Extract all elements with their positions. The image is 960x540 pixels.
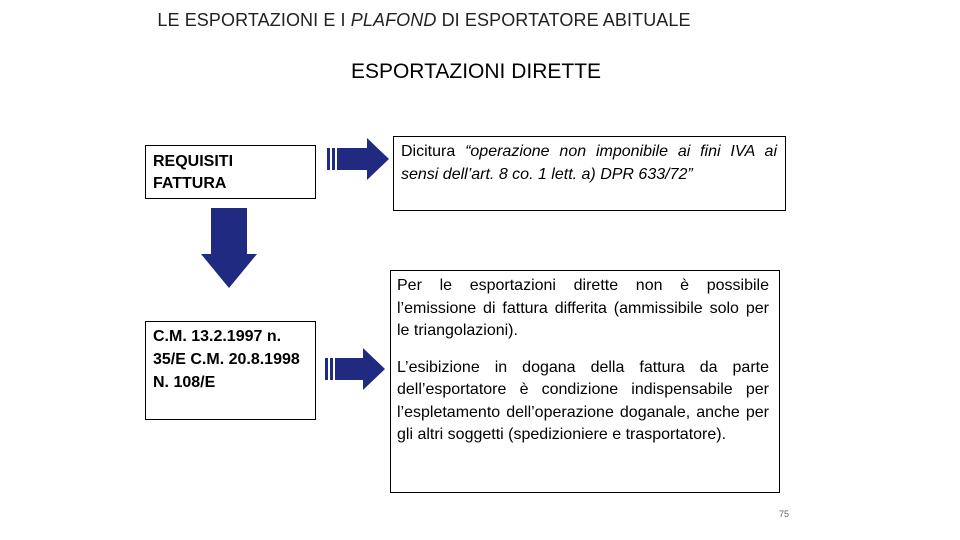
dicitura-box [393, 136, 786, 211]
requisiti-line-2: FATTURA [153, 175, 227, 192]
requisiti-fattura-box [145, 145, 316, 199]
circolari-text: C.M. 13.2.1997 n. 35/E C.M. 20.8.1998 N. 108/E [153, 328, 300, 391]
slide-title [0, 10, 848, 31]
arrow-right-icon [327, 138, 389, 180]
arrow-right-icon [325, 348, 385, 390]
title-part-3: DI ESPORTATORE ABITUALE [436, 10, 691, 30]
requisiti-line-1: REQUISITI [153, 153, 234, 170]
title-part-2: PLAFOND [350, 10, 437, 30]
page-number: 75 [778, 509, 789, 519]
esportazioni-paragraph-2: L’esibizione in dogana della fattura da parte dell’esportatore è condizione indispensabile per l’espletamento dell’operazione doganale, anche per gli altri soggetti (spedizioniere e trasportatore). [397, 358, 769, 443]
slide-subtitle: ESPORTAZIONI DIRETTE [350, 60, 602, 83]
esportazioni-box [390, 270, 780, 493]
dicitura-text [401, 140, 777, 186]
arrow-down-icon [201, 208, 257, 288]
esportazioni-paragraph-1: Per le esportazioni dirette non è possibile l’emissione di fattura differita (ammissibile solo per le triangolazioni). [397, 277, 769, 339]
title-part-1: LE ESPORTAZIONI E I [157, 10, 351, 30]
dicitura-prefix: Dicitura [401, 143, 466, 160]
dicitura-italic: “operazione non imponibile ai fini IVA ai sensi dell’art. 8 co. 1 lett. a) DPR 633/72” [401, 143, 777, 183]
circolari-box [145, 321, 316, 420]
